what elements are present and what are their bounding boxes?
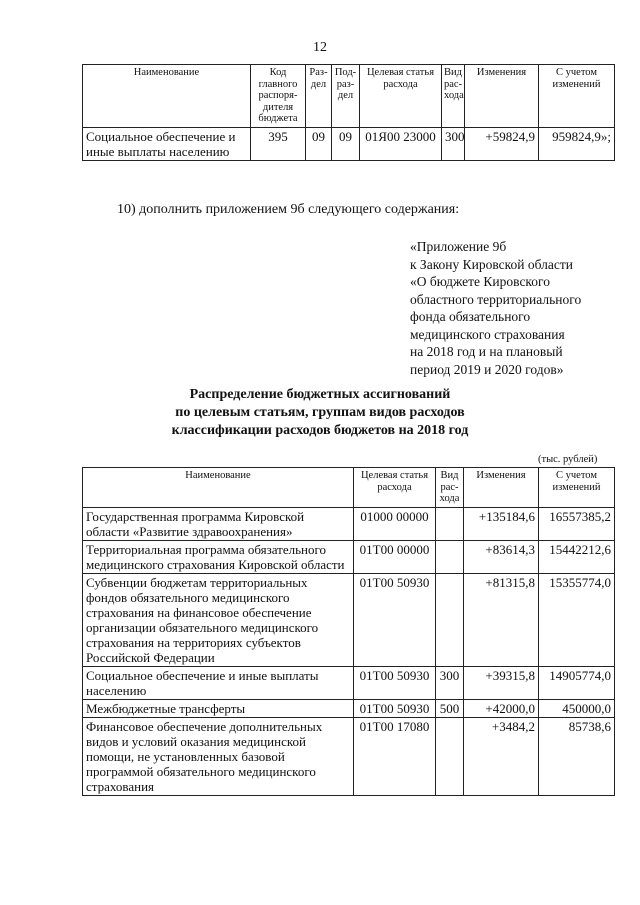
table-row xyxy=(83,666,615,699)
table1-header-row xyxy=(83,65,615,128)
row-total: 15355774,0 xyxy=(539,573,615,666)
row-target: 01Т00 50930 xyxy=(354,699,436,717)
row-name: Социальное обеспечение и иные выплаты населению xyxy=(83,666,354,699)
appendix-caption xyxy=(410,238,630,378)
appendix-line: к Закону Кировской области xyxy=(410,256,574,272)
row-changes: +42000,0 xyxy=(464,699,539,717)
row-type xyxy=(436,540,464,573)
row-target: 01Т00 00000 xyxy=(354,540,436,573)
row-target: 01000 00000 xyxy=(354,507,436,540)
row-target: 01Т00 17080 xyxy=(354,717,436,795)
appendix-line: фонда обязательного xyxy=(410,309,531,324)
row-name: Социальное обеспечение и иные выплаты населению xyxy=(83,127,251,160)
appendix-line: медицинского страхования xyxy=(410,326,565,342)
appendix-line: «О бюджете Кировского xyxy=(410,274,551,289)
row-target: 01Я00 23000 xyxy=(360,127,442,160)
table1-header-type: Вид рас-хода xyxy=(442,65,465,128)
row-total: 15442212,6 xyxy=(539,540,615,573)
table2-header-total: С учетом изменений xyxy=(539,468,615,508)
table2-header-target: Целевая статья расхода xyxy=(354,468,436,508)
table-row xyxy=(83,573,615,666)
row-name: Финансовое обеспечение дополнительных видов и условий оказания медицинской помощи, не установленных базовой программой обязательного медицинского страхования xyxy=(83,717,354,795)
table-row xyxy=(83,127,615,160)
table-row xyxy=(83,717,615,795)
row-subsection: 09 xyxy=(332,127,360,160)
row-type xyxy=(436,717,464,795)
row-total: 959824,9»; xyxy=(539,127,615,160)
table-row xyxy=(83,540,615,573)
row-name: Субвенции бюджетам территориальных фондов обязательного медицинского страхования на финансовое обеспечение организации обязательного медицинского страхования на территориях субъектов Российской Федерации xyxy=(83,573,354,666)
row-name: Территориальная программа обязательного медицинского страхования Кировской области xyxy=(83,540,354,573)
budget-table-2 xyxy=(82,467,615,796)
appendix-line: на 2018 год и на плановый xyxy=(410,344,563,359)
row-changes: +83614,3 xyxy=(464,540,539,573)
row-type xyxy=(436,507,464,540)
table2-header-row xyxy=(83,468,615,508)
appendix-line: областного территориального xyxy=(410,291,582,307)
row-code: 395 xyxy=(251,127,306,160)
row-changes: +135184,6 xyxy=(464,507,539,540)
row-changes: +3484,2 xyxy=(464,717,539,795)
units-label: (тыс. рублей) xyxy=(538,454,598,465)
row-type xyxy=(436,573,464,666)
table-row xyxy=(83,507,615,540)
table1-header-section: Раз-дел xyxy=(306,65,332,128)
appendix-line: период 2019 и 2020 годов» xyxy=(410,361,564,377)
title-line: классификации расходов бюджетов на 2018 год xyxy=(171,423,469,438)
row-type: 300 xyxy=(436,666,464,699)
table1-header-name: Наименование xyxy=(83,65,251,128)
row-total: 14905774,0 xyxy=(539,666,615,699)
row-name: Государственная программа Кировской области «Развитие здравоохранения» xyxy=(83,507,354,540)
title-line: по целевым статьям, группам видов расходов xyxy=(175,405,465,420)
table1-header-target: Целевая статья расхода xyxy=(360,65,442,128)
page-number: 12 xyxy=(313,40,327,55)
table2-header-name: Наименование xyxy=(83,468,354,508)
appendix-line: «Приложение 9б xyxy=(410,239,507,254)
table2-header-changes: Изменения xyxy=(464,468,539,508)
row-total: 450000,0 xyxy=(539,699,615,717)
row-total: 85738,6 xyxy=(539,717,615,795)
row-target: 01Т00 50930 xyxy=(354,666,436,699)
row-changes: +81315,8 xyxy=(464,573,539,666)
row-type: 300 xyxy=(442,127,465,160)
row-target: 01Т00 50930 xyxy=(354,573,436,666)
document-title xyxy=(0,386,640,440)
budget-table-1 xyxy=(82,64,615,161)
instruction-text: 10) дополнить приложением 9б следующего содержания: xyxy=(117,202,460,217)
row-type: 500 xyxy=(436,699,464,717)
table1-header-total: С учетом изменений xyxy=(539,65,615,128)
row-section: 09 xyxy=(306,127,332,160)
title-line: Распределение бюджетных ассигнований xyxy=(189,387,451,402)
row-name: Межбюджетные трансферты xyxy=(83,699,354,717)
table-row xyxy=(83,699,615,717)
row-changes: +39315,8 xyxy=(464,666,539,699)
table1-header-code: Код главного распоря-дителя бюджета xyxy=(251,65,306,128)
table2-header-type: Вид рас-хода xyxy=(436,468,464,508)
table1-header-changes: Изменения xyxy=(465,65,539,128)
row-changes: +59824,9 xyxy=(465,127,539,160)
row-total: 16557385,2 xyxy=(539,507,615,540)
table1-header-subsection: Под-раз-дел xyxy=(332,65,360,128)
